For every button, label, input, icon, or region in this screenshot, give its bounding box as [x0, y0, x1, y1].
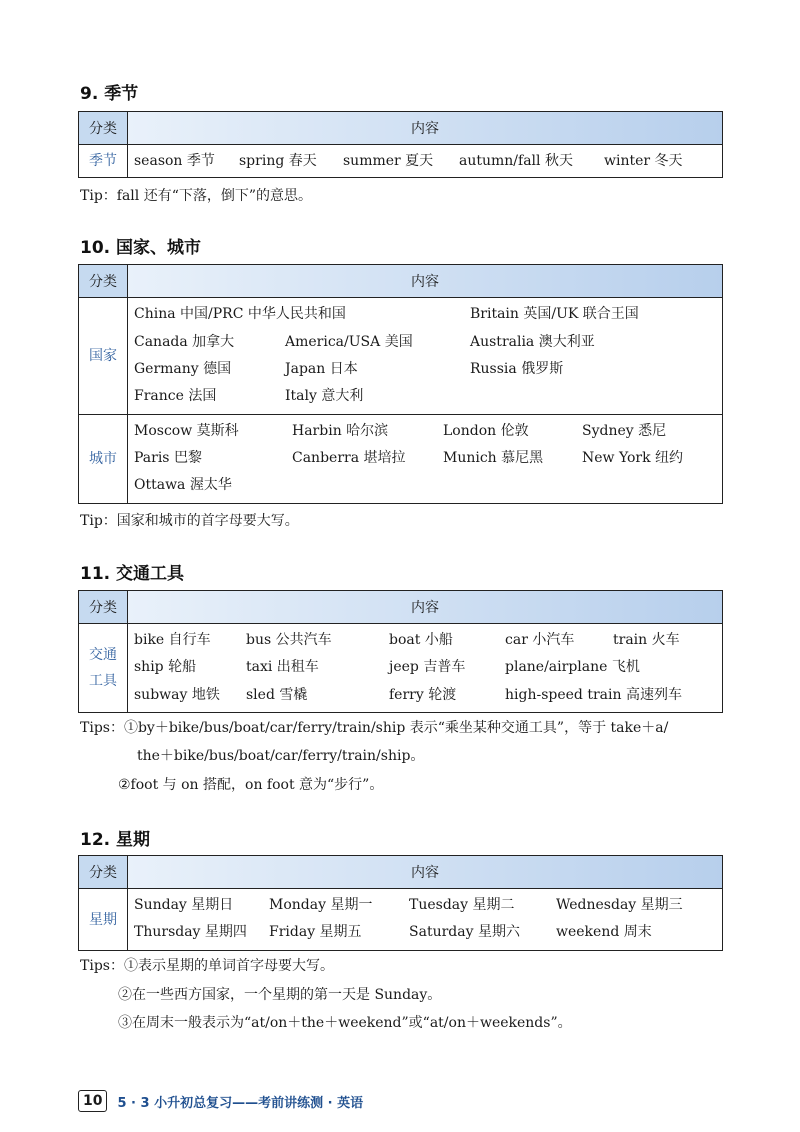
- list-item: bike 自行车: [134, 632, 211, 648]
- content-cell: [128, 415, 722, 503]
- list-item: Monday 星期一: [269, 897, 373, 913]
- list-item: ferry 轮渡: [389, 687, 457, 703]
- tip-text: Tips：①表示星期的单词首字母要大写。: [80, 958, 334, 974]
- table-transport: [78, 590, 723, 713]
- list-item: season 季节: [134, 153, 215, 169]
- list-item: taxi 出租车: [246, 659, 319, 675]
- table-header: [79, 265, 722, 298]
- table-row: [79, 414, 722, 503]
- tip-text: Tip：fall 还有“下落，倒下”的意思。: [80, 188, 313, 204]
- list-item: Italy 意大利: [285, 388, 364, 404]
- header-content: 内容: [128, 265, 722, 297]
- list-item: sled 雪橇: [246, 687, 308, 703]
- list-item: Moscow 莫斯科: [134, 423, 239, 439]
- list-item: France 法国: [134, 388, 217, 404]
- category-cell: [79, 624, 128, 712]
- tip-text: Tips：①by＋bike/bus/boat/car/ferry/train/ship 表示“乘坐某种交通工具”，等于 take＋a/: [80, 720, 669, 736]
- list-item: Canada 加拿大: [134, 334, 235, 350]
- footer-book-title: 5 · 3 小升初总复习——考前讲练测 · 英语: [117, 1095, 364, 1111]
- table-header: [79, 591, 722, 624]
- header-category: 分类: [79, 856, 128, 888]
- table-row: [79, 889, 722, 950]
- section-title-week: 12. 星期: [80, 830, 151, 850]
- list-item: subway 地铁: [134, 687, 220, 703]
- table-row: [79, 298, 722, 414]
- header-category: 分类: [79, 112, 128, 144]
- list-item: car 小汽车: [505, 632, 575, 648]
- list-item: Friday 星期五: [269, 924, 362, 940]
- table-countries-cities: [78, 264, 723, 504]
- list-item: Sunday 星期日: [134, 897, 234, 913]
- category-cell: 国家: [79, 298, 128, 414]
- page-number: 10: [78, 1090, 107, 1112]
- list-item: Australia 澳大利亚: [470, 334, 595, 350]
- list-item: summer 夏天: [343, 153, 434, 169]
- list-item: Paris 巴黎: [134, 450, 202, 466]
- list-item: autumn/fall 秋天: [459, 153, 573, 169]
- list-item: China 中国/PRC 中华人民共和国: [134, 306, 346, 322]
- list-item: plane/airplane 飞机: [505, 659, 640, 675]
- section-title-transport: 11. 交通工具: [80, 564, 185, 584]
- table-row: [79, 624, 722, 712]
- list-item: Harbin 哈尔滨: [292, 423, 389, 439]
- list-item: Sydney 悉尼: [582, 423, 667, 439]
- content-cell: [128, 298, 722, 414]
- list-item: Britain 英国/UK 联合王国: [470, 306, 639, 322]
- list-item: bus 公共汽车: [246, 632, 332, 648]
- list-item: Thursday 星期四: [134, 924, 247, 940]
- list-item: train 火车: [613, 632, 680, 648]
- list-item: Canberra 堪培拉: [292, 450, 406, 466]
- tip-text: Tip：国家和城市的首字母要大写。: [80, 513, 299, 529]
- list-item: ship 轮船: [134, 659, 197, 675]
- category-line: 交通: [89, 647, 117, 663]
- list-item: New York 纽约: [582, 450, 684, 466]
- list-item: Japan 日本: [285, 361, 358, 377]
- list-item: weekend 周末: [556, 924, 652, 940]
- tip-text: ②foot 与 on 搭配，on foot 意为“步行”。: [118, 777, 384, 793]
- tip-text: ③在周末一般表示为“at/on＋the＋weekend”或“at/on＋weekends”。: [118, 1015, 572, 1031]
- category-cell: 季节: [79, 145, 128, 177]
- list-item: spring 春天: [239, 153, 317, 169]
- header-category: 分类: [79, 591, 128, 623]
- header-content: 内容: [128, 856, 722, 888]
- table-header: [79, 112, 722, 145]
- page-footer: [78, 1090, 363, 1112]
- list-item: Ottawa 渥太华: [134, 477, 232, 493]
- category-cell: 城市: [79, 415, 128, 503]
- category-cell: 星期: [79, 889, 128, 950]
- list-item: America/USA 美国: [285, 334, 413, 350]
- list-item: Wednesday 星期三: [556, 897, 683, 913]
- tip-text: ②在一些西方国家，一个星期的第一天是 Sunday。: [118, 987, 442, 1003]
- list-item: Russia 俄罗斯: [470, 361, 564, 377]
- header-category: 分类: [79, 265, 128, 297]
- tip-text: the＋bike/bus/boat/car/ferry/train/ship。: [137, 748, 425, 764]
- header-content: 内容: [128, 591, 722, 623]
- category-line: 工具: [89, 673, 117, 689]
- list-item: jeep 吉普车: [389, 659, 466, 675]
- table-week: [78, 855, 723, 951]
- section-title-countries-cities: 10. 国家、城市: [80, 238, 202, 258]
- list-item: Tuesday 星期二: [409, 897, 515, 913]
- list-item: winter 冬天: [604, 153, 683, 169]
- list-item: Saturday 星期六: [409, 924, 520, 940]
- section-title-seasons: 9. 季节: [80, 84, 139, 104]
- header-content: 内容: [128, 112, 722, 144]
- list-item: boat 小船: [389, 632, 453, 648]
- content-cell: [128, 624, 722, 712]
- list-item: high-speed train 高速列车: [505, 687, 682, 703]
- content-cell: [128, 889, 722, 950]
- content-cell: [128, 145, 722, 177]
- table-row: [79, 145, 722, 177]
- table-seasons: [78, 111, 723, 178]
- list-item: Munich 慕尼黑: [443, 450, 544, 466]
- list-item: Germany 德国: [134, 361, 232, 377]
- table-header: [79, 856, 722, 889]
- list-item: London 伦敦: [443, 423, 529, 439]
